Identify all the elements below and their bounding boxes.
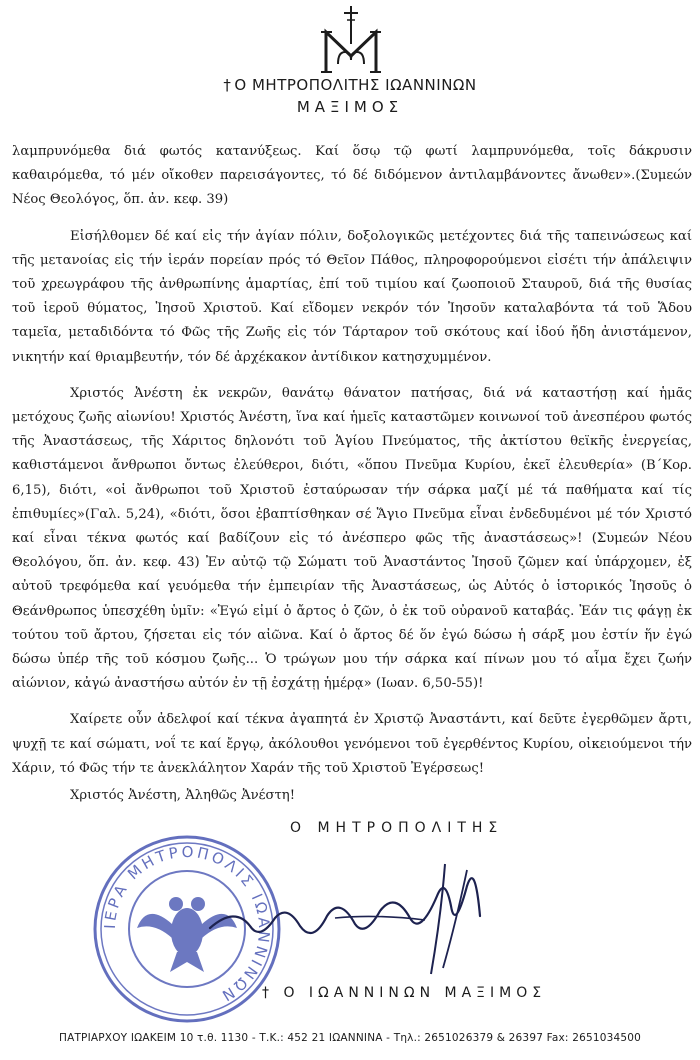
signature-name: † Ο ΙΩΑΝΝΙΝΩΝ ΜΑΞΙΜΟΣ — [262, 985, 547, 1001]
footer-address: ΠΑΤΡΙΑΡΧΟΥ ΙΩΑΚΕΙΜ 10 τ.θ. 1130 - Τ.Κ.: 452 21 ΙΩΑΝΝΙΝΑ - Τηλ.: 2651026379 & 26397 Fax: 2651034500 — [58, 1032, 642, 1044]
paragraph-2: Εἰσήλθομεν δέ καί εἰς τήν ἁγίαν πόλιν, δοξολογικῶς μετέχοντες διά τῆς ταπεινώσεως καί τῆς μετανοίας εἰς τήν ἱεράν πορείαν πρός τό Θεῖον Πάθος, πληροφορούμενοι εἰσέτι τήν ἀπάλειψιν τοῦ χρεωγράφου τῆς ἀνθρωπίνης ἁμαρτίας, ἐπί τοῦ τιμίου καί ζωοποιοῦ Σταυροῦ, διά τῆς θυσίας τοῦ ἱεροῦ θύματος, Ἰησοῦ Χριστοῦ. Καί εἴδομεν νεκρόν τόν Ἰησοῦν καταλαβόντα τά τοῦ Ἅδου ταμεῖα, μεταδιδόντα τό Φῶς τῆς Ζωῆς εἰς τόν Τάρταρον τοῦ σκότους καί ἰδού ἤδη ἀνιστάμενον, νικητήν καί θριαμβευτήν, τόν δέ ἀρχέκακον ἀντίδικον κατησχυμμένον. — [12, 228, 692, 365]
letter-body — [12, 140, 692, 793]
issuer-title — [0, 76, 700, 94]
issuer-title-text: Ο ΜΗΤΡΟΠΟΛΙΤΗΣ ΙΩΑΝΝΙΝΩΝ — [234, 76, 477, 94]
handwritten-signature — [205, 856, 495, 976]
stamp-lettering: ΙΕΡΑ ΜΗΤΡΟΠΟΛΙΣ ΙΩΑΝΝΙΝΩΝ — [100, 842, 274, 1007]
closing-greeting: Χριστός Ἀνέστη, Ἀληθῶς Ἀνέστη! — [70, 788, 296, 803]
paragraph-3: Χριστός Ἀνέστη ἐκ νεκρῶν, θανάτῳ θάνατον πατήσας, διά νά καταστήσῃ καί ἡμᾶς μετόχους ζωῆς αἰωνίου! Χριστός Ἀνέστη, ἵνα καί ἡμεῖς καταστῶμεν κοινωνοί τοῦ ἀνεσπέρου φωτός τῆς Ἀναστάσεως, τῆς Χάριτος δηλονότι τοῦ Ἁγίου Πνεύματος, τῆς ἀκτίστου θεϊκῆς ἐνεργείας, καθιστάμενοι ἄνθρωποι ὄντως ἐλεύθεροι, διότι, «ὅπου Πνεῦμα Κυρίου, ἐκεῖ ἐλευθερία» (Β΄Κορ. 6,15), διότι, «οἱ ἄνθρωποι τοῦ Χριστοῦ ἐσταύρωσαν τήν σάρκα μαζί μέ τά παθήματα καί τίς ἐπιθυμίες»(Γαλ. 5,24), «διότι, ὅσοι ἐβαπτίσθηκαν σέ Ἅγιο Πνεῦμα εἶναι ἐνδεδυμένοι μέ τόν Χριστό καί εἶναι τέκνα φωτός καί βαδίζουν εἰς τό ἀνέσπερο φῶς τῆς ἀναστάσεως»! (Συμεών Νέου Θεολόγου, ὅπ. ἀν. κεφ. 43) Ἐν αὐτῷ τῷ Σώματι τοῦ Ἀναστάντος Ἰησοῦ ζῶμεν καί ὑπάρχομεν, ἐξ αὐτοῦ τρεφόμεθα καί γευόμεθα τήν ἐμπειρίαν τῆς Ἀναστάσεως, ὡς Αὐτός ὁ ἱστορικός Ἰησοῦς ὁ Θεάνθρωπος ὑπεσχέθη ὑμῖν: «Ἐγώ εἰμί ὁ ἄρτος ὁ ζῶν, ὁ ἐκ τοῦ οὐρανοῦ καταβάς. Ἐάν τις φάγῃ ἐκ τούτου τοῦ ἄρτου, ζήσεται εἰς τόν αἰῶνα. Καί ὁ ἄρτος δέ ὅν ἐγώ δώσω ἡ σάρξ μου ἐστίν ἥν ἐγώ δώσω ὑπέρ τῆς τοῦ κόσμου ζωῆς... Ὁ τρώγων μου τήν σάρκα καί πίνων μου τό αἷμα ἔχει ζωήν αἰώνιον, κἀγώ ἀναστήσω αὐτόν ἐν τῇ ἐσχάτῃ ἡμέρᾳ» (Ιωαν. 6,50-55)! — [12, 385, 692, 692]
paragraph-4: Χαίρετε οὖν ἀδελφοί καί τέκνα ἀγαπητά ἐν Χριστῷ Ἀναστάντι, καί δεῦτε ἐγερθῶμεν ἄρτι, ψυχῇ τε καί σώματι, νοΐ τε καί ἔργῳ, ἀκόλουθοι γενόμενοι τοῦ ἐγερθέντος Κυρίου, οἰκειούμενοι τήν Χάριν, τό Φῶς τήν τε ἀνεκλάλητον Χαράν τῆς τοῦ Χριστοῦ Ἐγέρσεως! — [12, 712, 692, 776]
issuer-name: ΜΑΞΙΜΟΣ — [296, 98, 404, 116]
signature-title: Ο ΜΗΤΡΟΠΟΛΙΤΗΣ — [290, 820, 504, 836]
paragraph-1: λαμπρυνόμεθα διά φωτός κατανύξεως. Καί ὅσῳ τῷ φωτί λαμπρυνόμεθα, τοῖς δάκρυσιν καθαιρόμεθα, τό μέν οἴκοθεν παρεισάγοντες, τό δέ διδόμενον ἀντιλαμβάνοντες ἄνωθεν».(Συμεών Νέος Θεολόγος, ὅπ. ἀν. κεφ. 39) — [12, 144, 692, 208]
metropolis-monogram-logo — [318, 4, 384, 76]
cross-icon: † — [223, 76, 232, 94]
